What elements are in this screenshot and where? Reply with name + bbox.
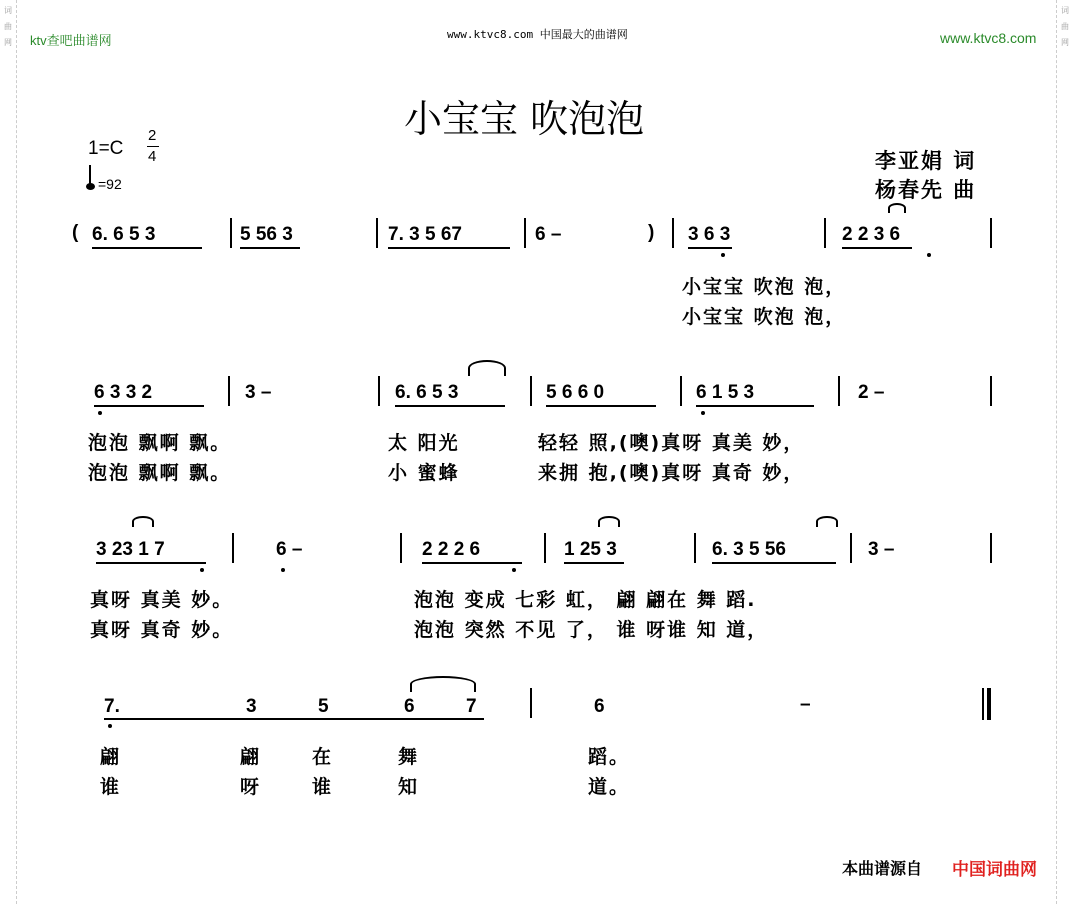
barline xyxy=(824,218,826,248)
measure-notes: 2 2 2 6 xyxy=(422,539,481,560)
lyric-verse-2: 呀 xyxy=(240,776,262,798)
composer-credit: 杨春先 曲 xyxy=(875,178,977,202)
barline xyxy=(400,533,402,563)
measure-notes: 5 xyxy=(318,696,329,717)
intro-paren-open: ( xyxy=(72,222,79,243)
lyric-verse-1: 蹈。 xyxy=(588,746,631,768)
measure-notes: 7 xyxy=(466,696,477,717)
low-octave-dot xyxy=(927,253,931,257)
barline xyxy=(850,533,852,563)
eighth-underline xyxy=(395,405,505,407)
measure-notes: 6 – xyxy=(535,224,562,245)
source-label: 本曲谱源自 xyxy=(842,859,923,878)
low-octave-dot xyxy=(108,724,112,728)
time-numerator: 2 xyxy=(148,127,157,144)
left-watermark-strip xyxy=(0,0,17,904)
measure-notes: 7. xyxy=(104,696,120,717)
low-octave-dot xyxy=(701,411,705,415)
measure-notes: 3 – xyxy=(245,382,272,403)
right-watermark-strip xyxy=(1056,0,1073,904)
song-title: 小宝宝 吹泡泡 xyxy=(404,97,645,141)
watermark-text: 网 xyxy=(4,38,12,47)
barline xyxy=(230,218,232,248)
eighth-underline xyxy=(388,247,510,249)
lyric-verse-2: 小宝宝 吹泡 泡， xyxy=(682,306,847,328)
measure-notes: 6 xyxy=(594,696,605,717)
eighth-underline xyxy=(696,405,814,407)
measure-notes: 3 – xyxy=(868,539,895,560)
lyric-verse-1: 翩 xyxy=(240,746,262,768)
site-link-right[interactable]: www.ktvc8.com xyxy=(940,30,1037,46)
lyric-verse-1: 泡泡 飘啊 飘。 xyxy=(88,432,232,454)
slur-mark xyxy=(816,516,838,527)
lyric-verse-1: 轻轻 照,(噢)真呀 真美 妙， xyxy=(538,432,805,454)
final-barline-thin xyxy=(982,688,984,720)
source-site-link[interactable]: 中国词曲网 xyxy=(952,860,1037,880)
lyric-verse-1: 翩 xyxy=(100,746,122,768)
barline xyxy=(232,533,234,563)
watermark-text: 曲 xyxy=(1061,22,1069,31)
barline xyxy=(990,218,992,248)
lyric-verse-2: 小 蜜蜂 xyxy=(388,462,460,484)
barline xyxy=(524,218,526,248)
eighth-underline xyxy=(688,247,732,249)
intro-paren-close: ) xyxy=(648,222,655,243)
measure-notes: 7. 3 5 67 xyxy=(388,224,462,245)
lyric-verse-2: 谁 xyxy=(312,776,334,798)
barline xyxy=(838,376,840,406)
lyric-verse-2: 知 xyxy=(398,776,420,798)
measure-notes: 3 xyxy=(246,696,257,717)
eighth-underline xyxy=(546,405,656,407)
key-signature: 1=C xyxy=(88,138,124,159)
watermark-text: 网 xyxy=(1061,38,1069,47)
lyric-verse-2: 道。 xyxy=(588,776,631,798)
barline xyxy=(544,533,546,563)
quarter-note-icon xyxy=(86,183,95,190)
measure-notes: 3 6 3 xyxy=(688,224,731,245)
slur-mark xyxy=(598,516,620,527)
measure-notes: 3 23 1 7 xyxy=(96,539,165,560)
measure-notes: 2 2 3 6 xyxy=(842,224,901,245)
measure-notes: 5 56 3 xyxy=(240,224,293,245)
lyric-verse-1: 真呀 真美 妙。 xyxy=(90,589,234,611)
slur-mark xyxy=(410,676,476,692)
lyric-verse-2: 泡泡 飘啊 飘。 xyxy=(88,462,232,484)
lyric-verse-2: 真呀 真奇 妙。 xyxy=(90,619,234,641)
lyricist-credit: 李亚娟 词 xyxy=(875,149,977,173)
time-denominator: 4 xyxy=(148,148,157,165)
low-octave-dot xyxy=(721,253,725,257)
measure-notes: 6. 6 5 3 xyxy=(92,224,156,245)
lyric-verse-1: 太 阳光 xyxy=(388,432,460,454)
barline xyxy=(672,218,674,248)
eighth-underline xyxy=(92,247,202,249)
tempo-marking: =92 xyxy=(98,176,122,192)
slur-mark xyxy=(888,203,906,213)
lyric-verse-2: 来拥 抱,(噢)真呀 真奇 妙， xyxy=(538,462,805,484)
watermark-text: 词 xyxy=(4,6,12,15)
watermark-text: 词 xyxy=(1061,6,1069,15)
barline xyxy=(530,688,532,718)
lyric-verse-1: 舞 xyxy=(398,746,420,768)
measure-notes: 6. 3 5 56 xyxy=(712,539,786,560)
low-octave-dot xyxy=(281,568,285,572)
measure-notes: 5 6 6 0 xyxy=(546,382,605,403)
lyric-verse-1: 在 xyxy=(312,746,334,768)
eighth-underline xyxy=(564,562,624,564)
low-octave-dot xyxy=(200,568,204,572)
lyric-verse-1: 泡泡 变成 七彩 虹， 翩 翩在 舞 蹈. xyxy=(414,589,757,611)
site-tagline: www.ktvc8.com 中国最大的曲谱网 xyxy=(447,28,628,41)
low-octave-dot xyxy=(512,568,516,572)
barline xyxy=(694,533,696,563)
measure-notes: 6. 6 5 3 xyxy=(395,382,459,403)
eighth-underline xyxy=(96,562,206,564)
measure-notes: 2 – xyxy=(858,382,885,403)
barline xyxy=(990,533,992,563)
lyric-verse-1: 小宝宝 吹泡 泡， xyxy=(682,276,847,298)
final-barline-thick xyxy=(987,688,991,720)
eighth-underline xyxy=(422,562,522,564)
low-octave-dot xyxy=(98,411,102,415)
watermark-text: 曲 xyxy=(4,22,12,31)
site-link-left[interactable]: ktv查吧曲谱网 xyxy=(30,33,112,48)
barline xyxy=(376,218,378,248)
measure-notes: – xyxy=(800,694,811,715)
measure-notes: 6 xyxy=(404,696,415,717)
slur-mark xyxy=(468,360,506,376)
barline xyxy=(990,376,992,406)
eighth-underline xyxy=(104,718,484,720)
eighth-underline xyxy=(842,247,912,249)
barline xyxy=(680,376,682,406)
eighth-underline xyxy=(712,562,836,564)
eighth-underline xyxy=(240,247,300,249)
slur-mark xyxy=(132,516,154,527)
measure-notes: 6 1 5 3 xyxy=(696,382,755,403)
lyric-verse-2: 泡泡 突然 不见 了， 谁 呀谁 知 道， xyxy=(414,619,769,641)
measure-notes: 1 25 3 xyxy=(564,539,617,560)
eighth-underline xyxy=(94,405,204,407)
measure-notes: 6 3 3 2 xyxy=(94,382,153,403)
barline xyxy=(378,376,380,406)
barline xyxy=(530,376,532,406)
lyric-verse-2: 谁 xyxy=(100,776,122,798)
measure-notes: 6 – xyxy=(276,539,303,560)
barline xyxy=(228,376,230,406)
time-divider xyxy=(147,146,159,147)
